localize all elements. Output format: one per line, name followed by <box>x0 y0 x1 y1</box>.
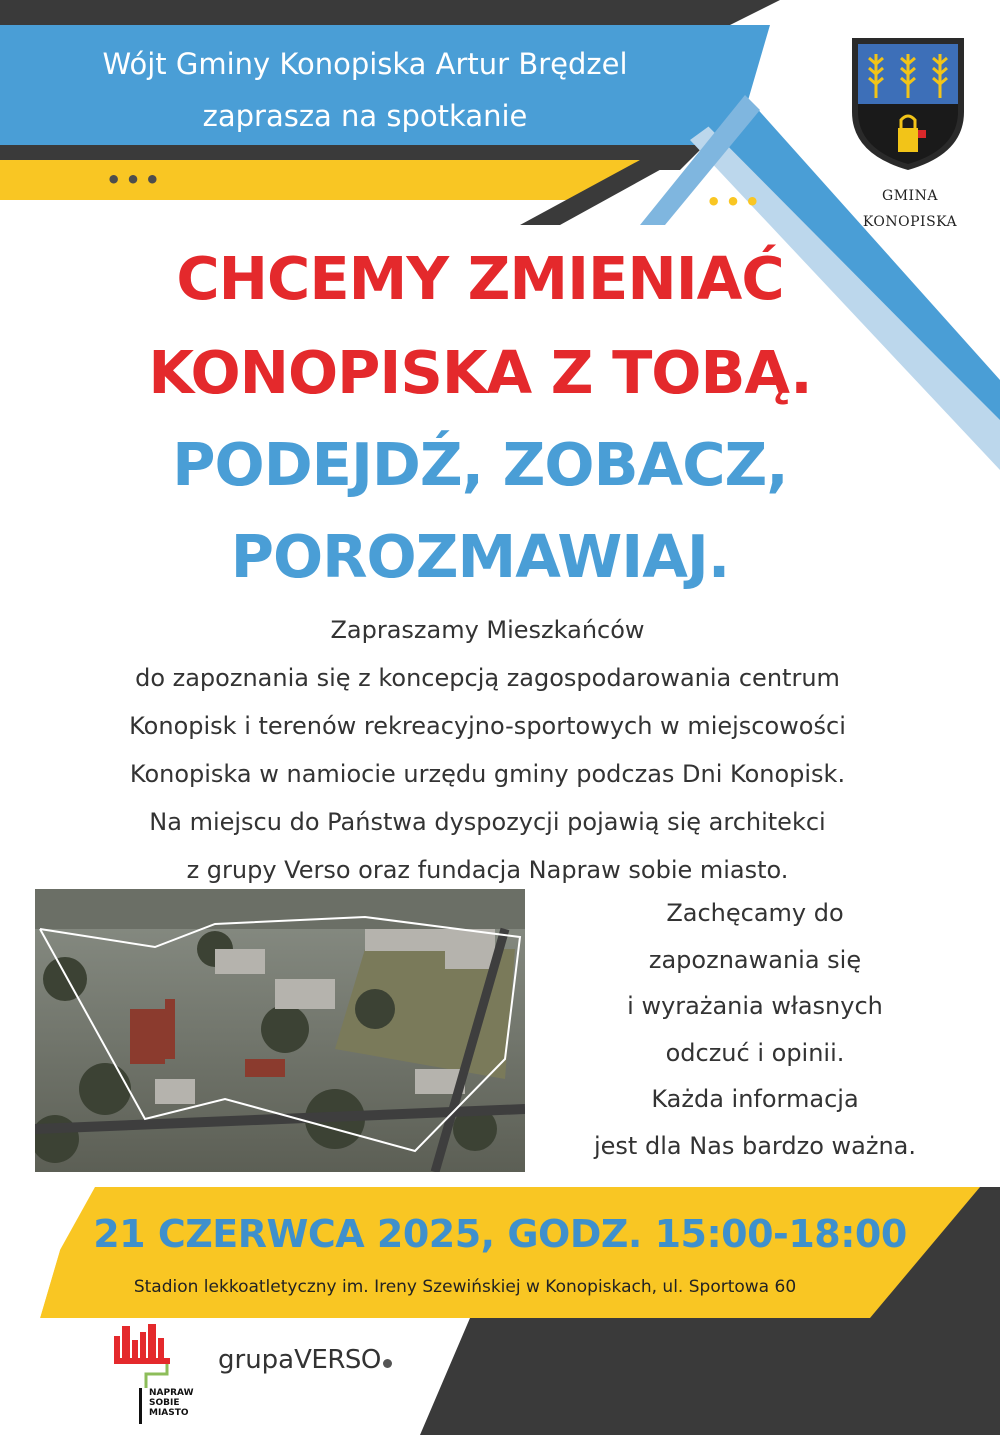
crest-caption-line1: GMINA <box>882 188 938 204</box>
napraw-text-line: NAPRAW <box>149 1388 194 1398</box>
header-line1: Wójt Gminy Konopiska Artur Brędzel <box>102 47 628 81</box>
invitation-paragraph <box>0 606 975 894</box>
body-line: Na miejscu do Państwa dyspozycji pojawią się architekci <box>149 808 826 836</box>
body-line: Konopisk i terenów rekreacyjno-sportowych w miejscowości <box>129 712 846 740</box>
headline-red-line1: CHCEMY ZMIENIAĆ <box>176 244 784 313</box>
crest-caption-line2: KONOPISKA <box>862 214 958 230</box>
body-line: z grupy Verso oraz fundacja Napraw sobie miasto. <box>186 856 789 884</box>
body-line: do zapoznania się z koncepcją zagospodarowania centrum <box>135 664 840 692</box>
event-date-time: 21 CZERWCA 2025, GODZ. 15:00-18:00 <box>93 1212 907 1256</box>
event-venue: Stadion lekkoatletyczny im. Ireny Szewińskiej w Konopiskach, ul. Sportowa 60 <box>133 1277 797 1297</box>
aerial-photo <box>35 889 525 1172</box>
body-line: Zapraszamy Mieszkańców <box>330 616 645 644</box>
side-line: Każda informacja <box>651 1085 859 1113</box>
grupa-verso-logo <box>218 1345 392 1375</box>
side-line: i wyrażania własnych <box>627 992 883 1020</box>
header-line2: zaprasza na spotkanie <box>202 99 528 133</box>
side-line: zapoznawania się <box>648 945 862 974</box>
dots-decoration-right: ••• <box>706 188 765 216</box>
gmina-crest-icon <box>848 34 968 174</box>
verso-dot-icon <box>383 1359 392 1368</box>
side-line: Zachęcamy do <box>666 899 844 927</box>
headline-blue-line2: POROZMAWIAJ. <box>230 522 730 591</box>
side-line: jest dla Nas bardzo ważna. <box>593 1131 917 1160</box>
body-line: Konopiska w namiocie urzędu gminy podczas Dni Konopisk. <box>129 760 846 788</box>
verso-prefix: grupa <box>218 1345 295 1375</box>
headline-red-line2: KONOPISKA Z TOBĄ. <box>148 338 812 407</box>
napraw-text-line: SOBIE <box>149 1398 180 1408</box>
headline-blue-line1: PODEJDŹ, ZOBACZ, <box>172 430 788 499</box>
napraw-text-line: MIASTO <box>149 1408 189 1418</box>
verso-name: VERSO <box>294 1345 381 1375</box>
encouragement-paragraph <box>545 890 965 1169</box>
header-banner <box>20 38 710 142</box>
side-line: odczuć i opinii. <box>665 1038 845 1067</box>
napraw-logo-text <box>149 1388 194 1418</box>
dots-decoration-left: ••• <box>106 166 165 194</box>
